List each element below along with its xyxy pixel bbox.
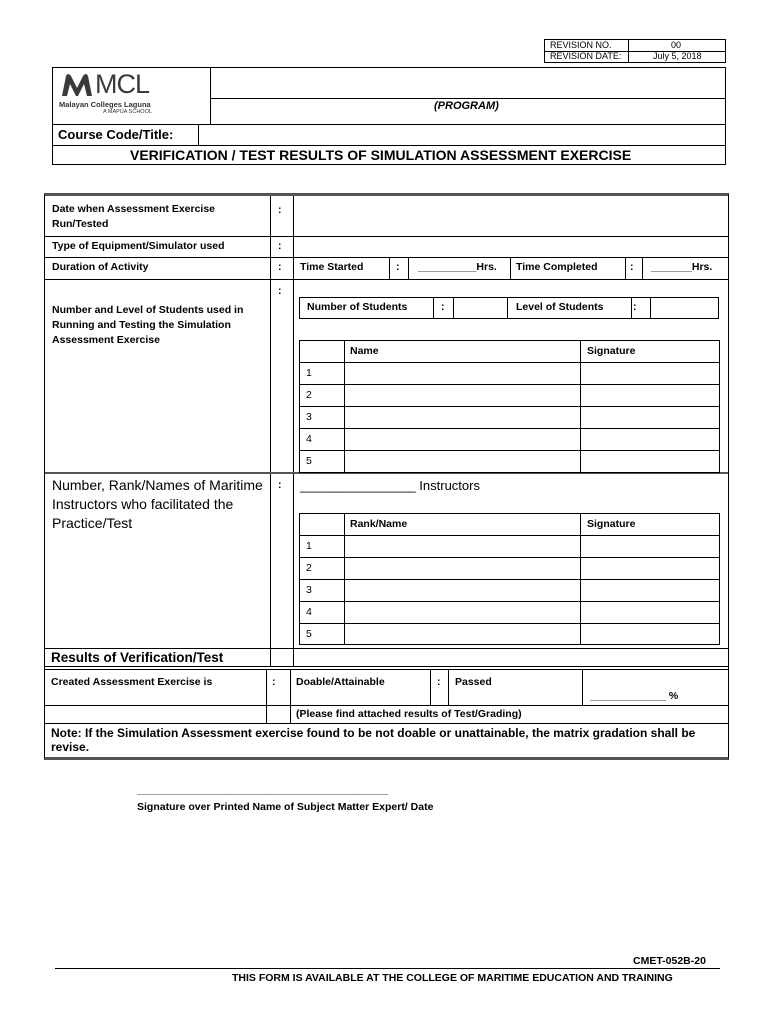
level-of-students-field[interactable] — [651, 298, 718, 318]
colon: : — [441, 301, 445, 313]
logo-brand: MCL — [95, 69, 150, 99]
revision-date-label: REVISION DATE: — [550, 51, 622, 61]
table-row: 3 — [306, 411, 312, 423]
instructors-col-name: Rank/Name — [350, 518, 408, 530]
duration-label: Duration of Activity — [52, 261, 149, 273]
table-row: 1 — [306, 367, 312, 379]
colon: : — [278, 240, 282, 252]
revision-no-label: REVISION NO. — [550, 40, 612, 50]
colon: : — [278, 261, 282, 273]
table-row: 4 — [306, 606, 312, 618]
colon: : — [630, 261, 634, 273]
form-code: CMET-052B-20 — [633, 955, 706, 967]
logo-line1: Malayan Colleges Laguna — [59, 100, 151, 109]
colon: : — [278, 285, 282, 297]
passed-label: Passed — [455, 676, 492, 688]
revision-box — [544, 39, 726, 63]
level-of-students-label: Level of Students — [516, 301, 604, 313]
table-row: 1 — [306, 540, 312, 552]
date-run-field[interactable] — [294, 196, 727, 235]
students-col-name: Name — [350, 345, 379, 357]
equipment-label: Type of Equipment/Simulator used — [52, 240, 225, 252]
colon: : — [396, 261, 400, 273]
page-title: VERIFICATION / TEST RESULTS OF SIMULATION ASSESSMENT EXERCISE — [130, 147, 632, 163]
note-text: Note: If the Simulation Assessment exercise found to be not doable or unattainable, the matrix gradation shall be revise. — [51, 726, 696, 754]
time-completed-label: Time Completed — [516, 261, 598, 273]
percent-field[interactable]: _____________ % — [590, 690, 679, 702]
colon: : — [272, 676, 276, 688]
colon: : — [278, 204, 282, 216]
instructors-count[interactable]: ________________ Instructors — [300, 478, 480, 493]
colon: : — [278, 479, 282, 491]
date-run-label: Date when Assessment Exercise Run/Tested — [52, 203, 216, 230]
results-heading: Results of Verification/Test — [51, 650, 224, 665]
attached-note: (Please find attached results of Test/Grading) — [296, 708, 522, 720]
signature-caption: Signature over Printed Name of Subject Matter Expert/ Date — [137, 801, 434, 813]
table-row: 2 — [306, 562, 312, 574]
equipment-field[interactable] — [294, 236, 727, 256]
program-label: (PROGRAM) — [434, 100, 499, 112]
course-code-field[interactable] — [199, 125, 725, 144]
colon: : — [437, 676, 441, 688]
number-of-students-field[interactable] — [454, 298, 506, 318]
revision-date-value: July 5, 2018 — [653, 51, 702, 61]
logo-line2: A MAPÚA SCHOOL — [103, 109, 152, 115]
table-row: 5 — [306, 455, 312, 467]
footer-availability: THIS FORM IS AVAILABLE AT THE COLLEGE OF MARITIME EDUCATION AND TRAINING — [232, 972, 673, 984]
revision-no-value: 00 — [671, 40, 682, 50]
time-started-label: Time Started — [300, 261, 364, 273]
course-code-label: Course Code/Title: — [58, 127, 174, 142]
created-label: Created Assessment Exercise is — [51, 676, 213, 688]
table-row: 4 — [306, 433, 312, 445]
table-row: 5 — [306, 628, 312, 640]
instructors-label: Number, Rank/Names of Maritime Instructors who facilitated the Practice/Test — [52, 477, 263, 531]
footer-divider — [55, 968, 720, 969]
students-col-signature: Signature — [587, 345, 636, 357]
number-of-students-label: Number of Students — [307, 301, 408, 313]
students-label: Number and Level of Students used in Running and Testing the Simulation Assessment Exercise — [52, 304, 244, 346]
mcl-logo — [57, 70, 197, 118]
table-row: 3 — [306, 584, 312, 596]
signature-line[interactable]: ___________________________________________ — [137, 784, 389, 796]
instructors-col-signature: Signature — [587, 518, 636, 530]
time-completed-hrs[interactable]: _______Hrs. — [651, 261, 713, 273]
colon: : — [633, 301, 637, 313]
doable-label: Doable/Attainable — [296, 676, 385, 688]
logo-emblem-icon — [60, 72, 94, 98]
time-started-hrs[interactable]: __________Hrs. — [418, 261, 497, 273]
students-table — [299, 340, 720, 473]
table-row: 2 — [306, 389, 312, 401]
instructors-table — [299, 513, 720, 645]
